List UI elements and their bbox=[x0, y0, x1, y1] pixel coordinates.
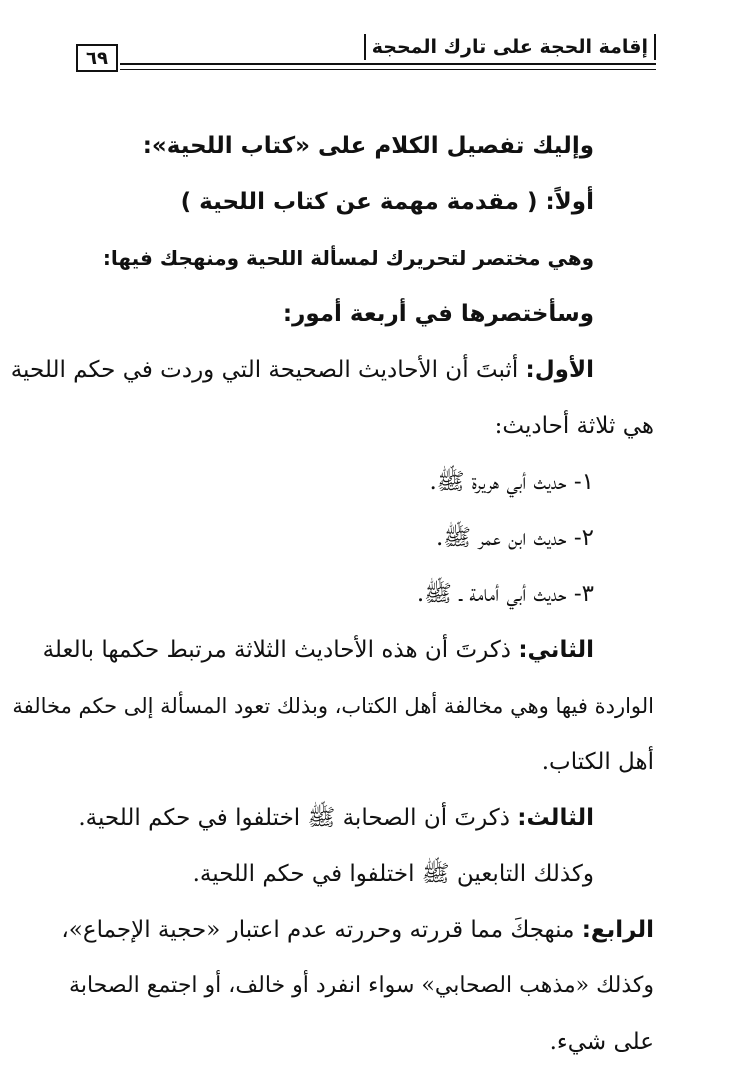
point1-label: الأول: bbox=[525, 357, 594, 383]
hadith-1: ١- حديث أبي هريرة ﷺ. bbox=[429, 469, 594, 495]
point3-text: ذكرتَ أن الصحابة ﷺ اختلفوا في حكم اللحية. bbox=[78, 805, 510, 831]
point1-line-a bbox=[10, 342, 654, 398]
point4-line-b: وكذلك «مذهب الصحابي» سواء انفرد أو خالف، أو اجتمع الصحابة bbox=[69, 973, 654, 998]
page-header bbox=[76, 30, 656, 82]
first-heading: أولاً: ( مقدمة مهمة عن كتاب اللحية ) bbox=[180, 189, 594, 215]
point3-line-b: وكذلك التابعين ﷺ اختلفوا في حكم اللحية. bbox=[192, 861, 594, 887]
point2-text-a: ذكرتَ أن هذه الأحاديث الثلاثة مرتبط حكمها بالعلة bbox=[42, 637, 512, 663]
point1-line-b: هي ثلاثة أحاديث: bbox=[494, 413, 654, 439]
point3-line bbox=[74, 790, 654, 846]
point2-line-b: الواردة فيها وهي مخالفة أهل الكتاب، وبذلك تعود المسألة إلى حكم مخالفة bbox=[12, 694, 654, 718]
point1-text-a: أثبتَ أن الأحاديث الصحيحة التي وردت في حكم اللحية bbox=[10, 357, 519, 383]
point3-label: الثالث: bbox=[517, 805, 594, 831]
point2-line-a bbox=[42, 622, 654, 678]
page-body bbox=[10, 118, 654, 1070]
header-rule-thin bbox=[120, 69, 656, 70]
point2-line-c: أهل الكتاب. bbox=[541, 749, 654, 775]
point4-line-a bbox=[61, 902, 654, 958]
point4-line-c: على شيء. bbox=[549, 1029, 654, 1055]
point4-text-a: منهجكَ مما قررته وحررته عدم اعتبار «حجية الإجماع»، bbox=[61, 917, 575, 943]
hadith-3: ٣- حديث أبي أمامة ـ ﷺ. bbox=[416, 581, 594, 607]
running-title: إقامة الحجة على تارك المحجة bbox=[364, 34, 656, 60]
point4-label: الرابع: bbox=[581, 917, 654, 943]
four-matters-line: وسأختصرها في أربعة أمور: bbox=[282, 301, 594, 327]
header-rule bbox=[120, 63, 656, 65]
hadith-2: ٢- حديث ابن عمر ﷺ. bbox=[435, 525, 594, 551]
point2-label: الثاني: bbox=[518, 637, 594, 663]
summary-line: وهي مختصر لتحريرك لمسألة اللحية ومنهجك فيها: bbox=[102, 246, 594, 270]
page-number: ٦٩ bbox=[76, 44, 118, 72]
intro-line: وإليك تفصيل الكلام على «كتاب اللحية»: bbox=[142, 133, 594, 159]
